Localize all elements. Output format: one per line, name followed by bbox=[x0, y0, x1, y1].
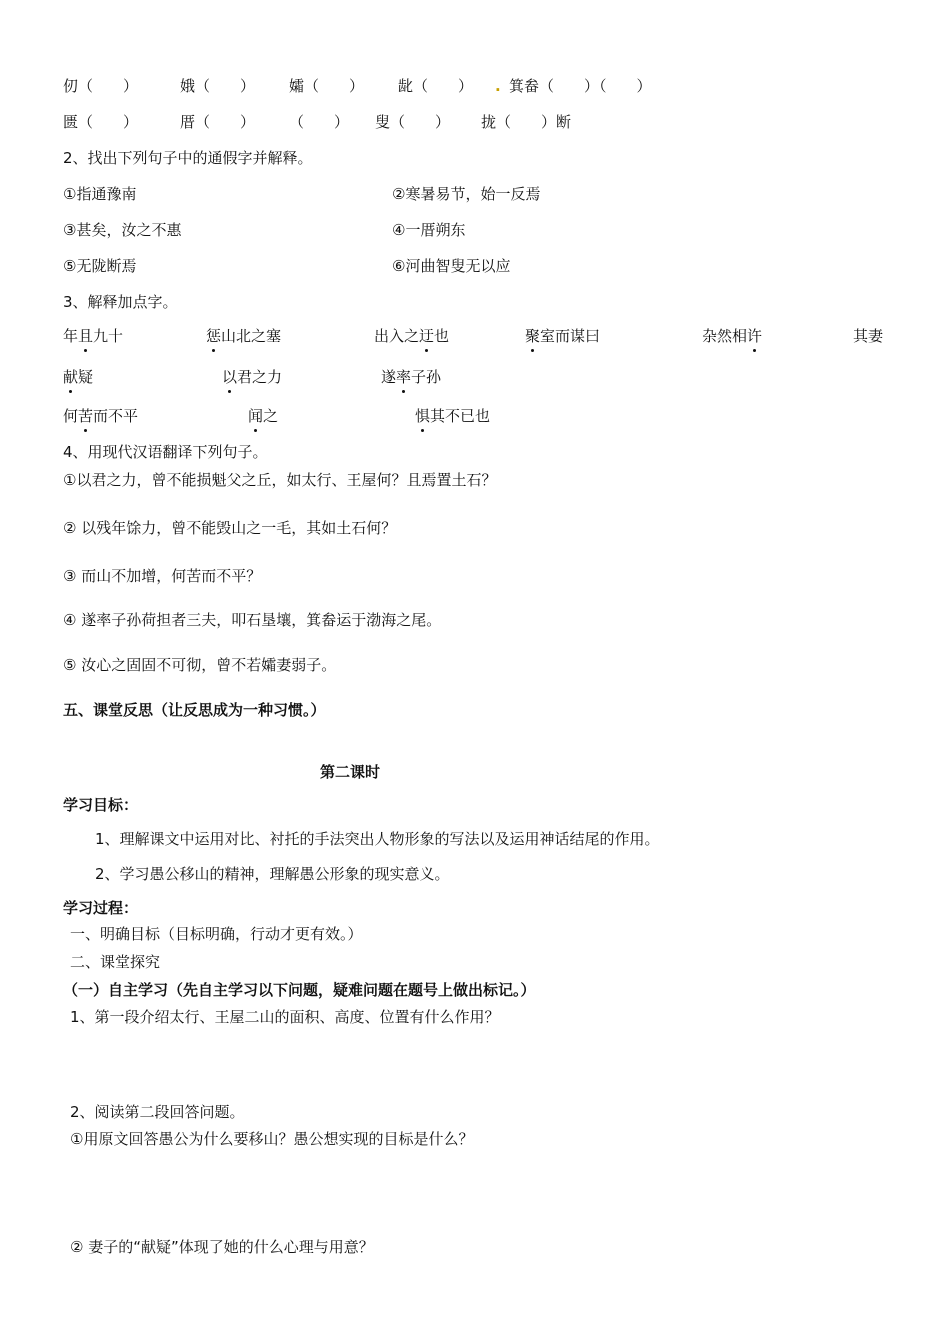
q3-phrase bbox=[206, 326, 281, 346]
q3-phrase bbox=[381, 367, 441, 387]
step-item: 一、明确目标（目标明确，行动才更有效。） bbox=[70, 925, 363, 943]
dotted-char: 献 bbox=[63, 368, 79, 386]
section-heading: 五、课堂反思（让反思成为一种习惯。） bbox=[63, 701, 326, 719]
q4-item: ③ 而山不加增，何苦而不平？ bbox=[63, 567, 262, 585]
q4-heading: 4、用现代汉语翻译下列句子。 bbox=[63, 443, 268, 461]
q3-phrase bbox=[63, 326, 123, 346]
pinyin-row-2 bbox=[63, 112, 893, 132]
phrase-text: 杂然相 bbox=[702, 327, 748, 345]
phrase-text: 之 bbox=[263, 407, 279, 425]
phrase-text: 遂 bbox=[381, 368, 397, 386]
phrase-text: 子孙 bbox=[411, 368, 442, 386]
pinyin-item: 厝（ ） bbox=[180, 113, 256, 131]
phrase-text: 九十 bbox=[93, 327, 124, 345]
q2-item: ⑤无陇断焉 bbox=[63, 257, 137, 275]
q2-heading: 2、找出下列句子中的通假字并解释。 bbox=[63, 149, 313, 167]
question: ② 妻子的“献疑”体现了她的什么心理与用意？ bbox=[70, 1238, 374, 1256]
q2-item: ④一厝朔东 bbox=[392, 221, 466, 239]
pinyin-item: 拢（ ）断 bbox=[481, 113, 572, 131]
phrase-text: 其不已也 bbox=[430, 407, 491, 425]
pinyin-item: 叟（ ） bbox=[375, 113, 451, 131]
q3-phrase bbox=[248, 406, 278, 426]
dotted-char: 率 bbox=[396, 368, 412, 386]
dotted-char: 惧 bbox=[415, 407, 431, 425]
pinyin-item: 箕畚（ ）（ ） bbox=[509, 77, 652, 95]
pinyin-item: 仞（ ） bbox=[63, 77, 139, 95]
pinyin-row-1 bbox=[63, 76, 893, 96]
goal-item: 2、学习愚公移山的精神，理解愚公形象的现实意义。 bbox=[95, 865, 450, 883]
q3-phrase bbox=[222, 367, 282, 387]
pinyin-item: 匮（ ） bbox=[63, 113, 139, 131]
question: 1、第一段介绍太行、王屋二山的面积、高度、位置有什么作用？ bbox=[70, 1008, 500, 1026]
phrase-text: 出入之 bbox=[374, 327, 420, 345]
phrase-text: 山北之塞 bbox=[221, 327, 282, 345]
dotted-char: 迂 bbox=[419, 327, 435, 345]
question: ①用原文回答愚公为什么要移山？愚公想实现的目标是什么？ bbox=[70, 1130, 474, 1148]
phrase-text: 其妻 bbox=[853, 327, 884, 345]
question: 2、阅读第二段回答问题。 bbox=[70, 1103, 245, 1121]
highlight-mark: . bbox=[495, 77, 501, 95]
q2-item: ①指通豫南 bbox=[63, 185, 137, 203]
q3-heading: 3、解释加点字。 bbox=[63, 293, 178, 311]
phrase-text: 疑 bbox=[78, 368, 94, 386]
dotted-char: 惩 bbox=[206, 327, 222, 345]
q2-item: ⑥河曲智叟无以应 bbox=[392, 257, 511, 275]
self-study-heading: （一）自主学习（先自主学习以下问题，疑难问题在题号上做出标记。） bbox=[63, 981, 536, 999]
dotted-char: 闻 bbox=[248, 407, 264, 425]
process-heading: 学习过程： bbox=[63, 899, 139, 917]
goal-item: 1、理解课文中运用对比、衬托的手法突出人物形象的写法以及运用神话结尾的作用。 bbox=[95, 830, 660, 848]
phrase-text: 何 bbox=[63, 407, 79, 425]
q2-item: ③甚矣，汝之不惠 bbox=[63, 221, 182, 239]
phrase-text: 而不平 bbox=[93, 407, 139, 425]
step-item: 二、课堂探究 bbox=[70, 953, 161, 971]
dotted-char: 且 bbox=[78, 327, 94, 345]
dotted-char: 聚 bbox=[525, 327, 541, 345]
pinyin-item: 娥（ ） bbox=[180, 77, 256, 95]
q4-item: ⑤ 汝心之固固不可彻，曾不若孀妻弱子。 bbox=[63, 656, 337, 674]
q3-phrase bbox=[702, 326, 762, 346]
q4-item: ④ 遂率子孙荷担者三夫，叩石垦壤，箕畚运于渤海之尾。 bbox=[63, 611, 442, 629]
q2-item: ②寒暑易节，始一反焉 bbox=[392, 185, 541, 203]
pinyin-item: 孀（ ） bbox=[289, 77, 365, 95]
phrase-text: 也 bbox=[434, 327, 450, 345]
q3-phrase bbox=[63, 367, 93, 387]
pinyin-item: 龀（ ） bbox=[398, 77, 474, 95]
q3-phrase bbox=[374, 326, 449, 346]
phrase-text: 君之力 bbox=[237, 368, 283, 386]
q3-phrase bbox=[415, 406, 490, 426]
q4-item: ② 以残年馀力，曾不能毁山之一毛，其如土石何？ bbox=[63, 519, 397, 537]
lesson-title: 第二课时 bbox=[320, 763, 381, 781]
pinyin-item: （ ） bbox=[289, 113, 350, 131]
q3-phrase bbox=[525, 326, 600, 346]
q3-phrase bbox=[63, 406, 138, 426]
goals-heading: 学习目标： bbox=[63, 796, 139, 814]
q4-item: ①以君之力，曾不能损魁父之丘，如太行、王屋何？且焉置土石？ bbox=[63, 471, 497, 489]
dotted-char: 以 bbox=[222, 368, 238, 386]
dotted-char: 许 bbox=[747, 327, 763, 345]
phrase-text: 室而谋曰 bbox=[540, 327, 601, 345]
phrase-text: 年 bbox=[63, 327, 79, 345]
q3-phrase bbox=[853, 326, 883, 346]
dotted-char: 苦 bbox=[78, 407, 94, 425]
